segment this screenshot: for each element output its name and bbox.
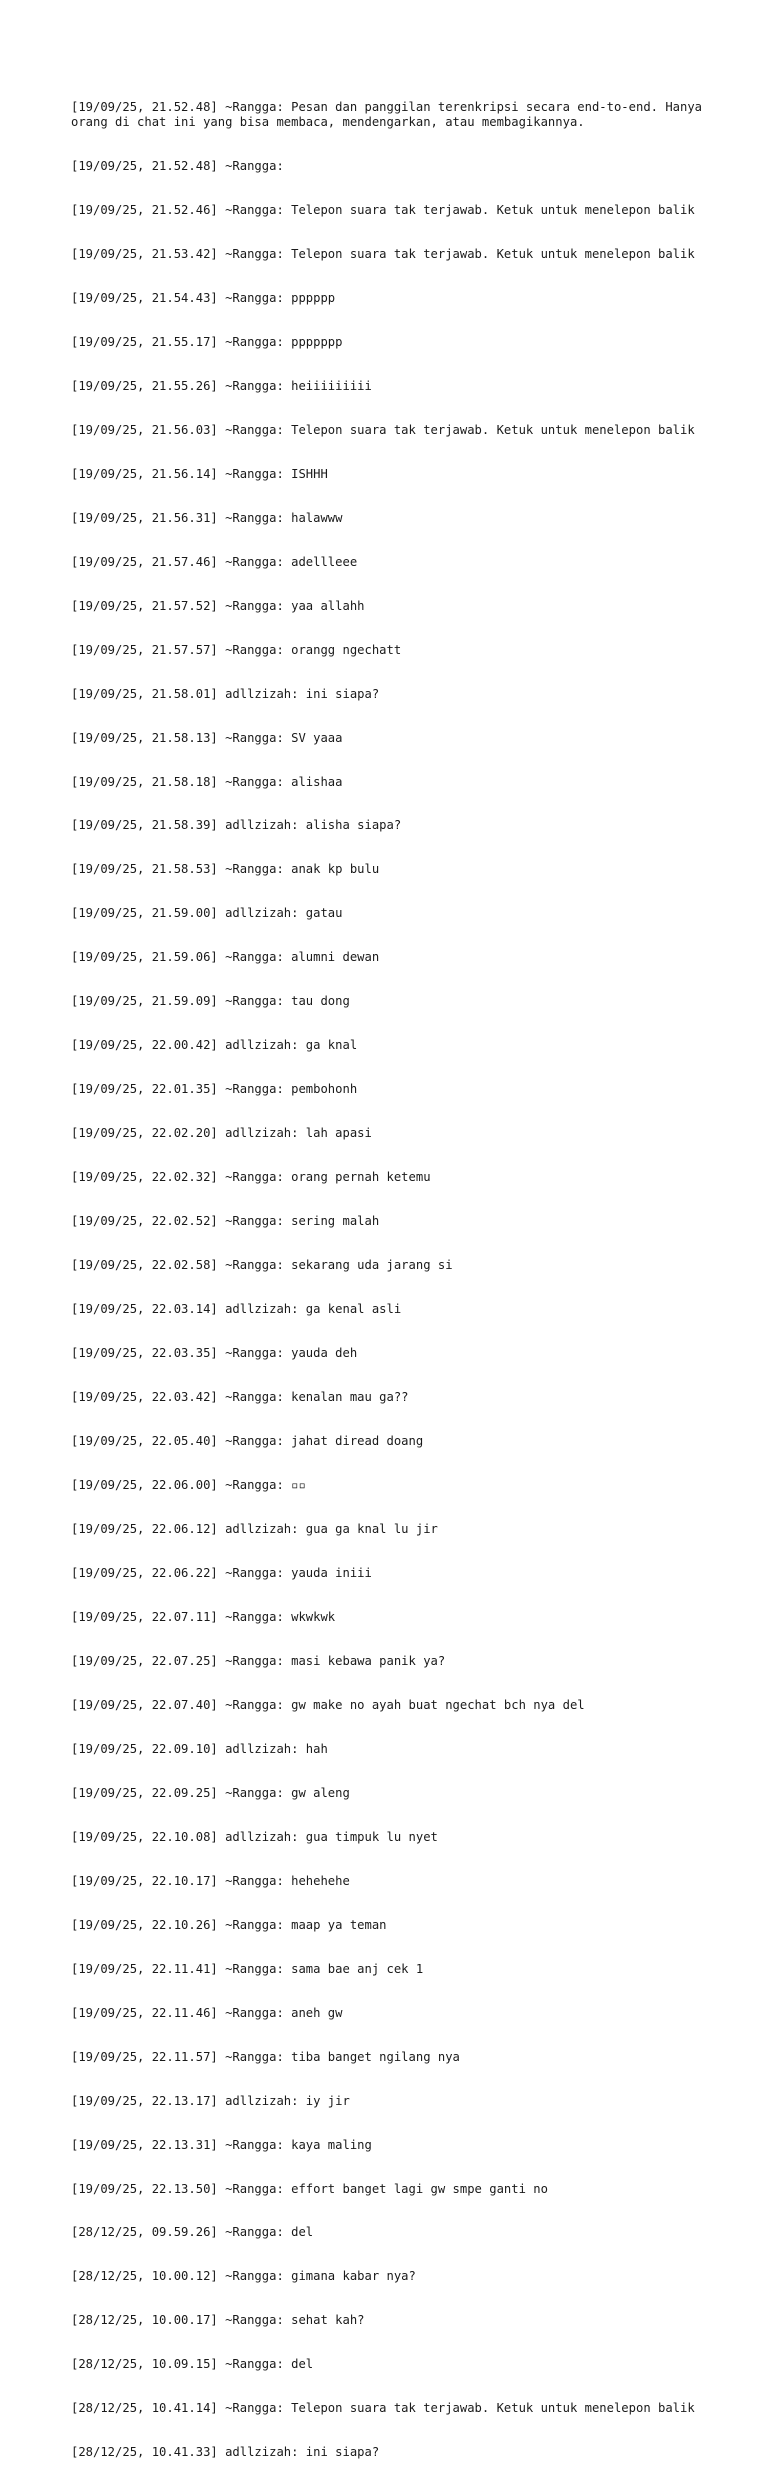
chat-line: [19/09/25, 22.10.26] ~Rangga: maap ya teman — [71, 1917, 387, 1932]
chat-line: [19/09/25, 21.59.00] adllzizah: gatau — [71, 906, 343, 921]
chat-line: [28/12/25, 10.00.12] ~Rangga: gimana kabar nya? — [71, 2269, 416, 2284]
chat-line: [19/09/25, 21.57.57] ~Rangga: orangg ngechatt — [71, 642, 402, 657]
chat-line: [19/09/25, 22.11.46] ~Rangga: aneh gw — [71, 2005, 343, 2020]
chat-line: [19/09/25, 22.02.52] ~Rangga: sering malah — [71, 1214, 380, 1229]
chat-line: [19/09/25, 22.10.17] ~Rangga: hehehehe — [71, 1873, 350, 1888]
chat-line: [19/09/25, 22.03.14] adllzizah: ga kenal asli — [71, 1302, 402, 1317]
chat-line: [28/12/25, 10.41.14] ~Rangga: Telepon suara tak terjawab. Ketuk untuk menelepon balik — [71, 2401, 695, 2416]
chat-line: [19/09/25, 21.56.31] ~Rangga: halawww — [71, 510, 343, 525]
chat-line: [28/12/25, 10.09.15] ~Rangga: del — [71, 2357, 314, 2372]
chat-line: [19/09/25, 22.01.35] ~Rangga: pembohonh — [71, 1082, 358, 1097]
chat-line: [19/09/25, 22.03.42] ~Rangga: kenalan mau ga?? — [71, 1390, 409, 1405]
chat-line: [19/09/25, 21.58.53] ~Rangga: anak kp bulu — [71, 862, 380, 877]
chat-line: [19/09/25, 22.13.50] ~Rangga: effort banget lagi gw smpe ganti no — [71, 2181, 548, 2196]
chat-line: [19/09/25, 21.58.39] adllzizah: alisha siapa? — [71, 818, 402, 833]
chat-line: [19/09/25, 22.05.40] ~Rangga: jahat diread doang — [71, 1434, 424, 1449]
chat-line: [19/09/25, 21.58.18] ~Rangga: alishaa — [71, 774, 343, 789]
chat-line: [19/09/25, 21.52.46] ~Rangga: Telepon suara tak terjawab. Ketuk untuk menelepon balik — [71, 202, 695, 217]
chat-line: [19/09/25, 22.13.17] adllzizah: iy jir — [71, 2093, 350, 2108]
chat-line: [19/09/25, 21.59.09] ~Rangga: tau dong — [71, 994, 350, 1009]
chat-line: [28/12/25, 10.00.17] ~Rangga: sehat kah? — [71, 2313, 365, 2328]
chat-line: [19/09/25, 22.06.00] ~Rangga: ▫▫ — [71, 1478, 306, 1492]
chat-log-document — [71, 71, 711, 2475]
chat-line: [19/09/25, 21.55.17] ~Rangga: ppppppp — [71, 334, 343, 349]
chat-line: [19/09/25, 21.55.26] ~Rangga: heiiiiiiiii — [71, 378, 372, 393]
chat-line: [28/12/25, 09.59.26] ~Rangga: del — [71, 2225, 314, 2240]
chat-line: [19/09/25, 22.07.25] ~Rangga: masi kebawa panik ya? — [71, 1653, 446, 1668]
chat-line: [19/09/25, 22.00.42] adllzizah: ga knal — [71, 1038, 358, 1053]
chat-line: [19/09/25, 22.11.41] ~Rangga: sama bae anj cek 1 — [71, 1961, 424, 1976]
chat-line: [19/09/25, 22.02.58] ~Rangga: sekarang uda jarang si — [71, 1258, 453, 1273]
chat-line: [19/09/25, 21.56.03] ~Rangga: Telepon suara tak terjawab. Ketuk untuk menelepon balik — [71, 422, 695, 437]
chat-line: [19/09/25, 22.02.32] ~Rangga: orang pernah ketemu — [71, 1170, 431, 1185]
chat-line: [19/09/25, 21.58.13] ~Rangga: SV yaaa — [71, 730, 343, 745]
chat-line: [19/09/25, 22.11.57] ~Rangga: tiba banget ngilang nya — [71, 2049, 460, 2064]
chat-line: [19/09/25, 22.10.08] adllzizah: gua timpuk lu nyet — [71, 1829, 438, 1844]
chat-line: [19/09/25, 22.09.25] ~Rangga: gw aleng — [71, 1785, 350, 1800]
chat-line: [19/09/25, 21.53.42] ~Rangga: Telepon suara tak terjawab. Ketuk untuk menelepon balik — [71, 246, 695, 261]
chat-line: [19/09/25, 22.06.12] adllzizah: gua ga knal lu jir — [71, 1521, 438, 1536]
chat-line: [19/09/25, 22.13.31] ~Rangga: kaya maling — [71, 2137, 372, 2152]
chat-line: [19/09/25, 21.59.06] ~Rangga: alumni dewan — [71, 950, 380, 965]
chat-line: [19/09/25, 21.52.48] ~Rangga: Pesan dan panggilan terenkripsi secara end-to-end. Hanya orang di chat ini yang bisa membaca, mendengarkan, atau membagikannya. — [71, 100, 710, 129]
chat-line: [19/09/25, 21.58.01] adllzizah: ini siapa? — [71, 686, 380, 701]
chat-line: [19/09/25, 21.54.43] ~Rangga: pppppp — [71, 290, 336, 305]
chat-line: [19/09/25, 22.02.20] adllzizah: lah apasi — [71, 1126, 372, 1141]
chat-line: [19/09/25, 21.56.14] ~Rangga: ISHHH — [71, 466, 328, 481]
chat-line: [19/09/25, 21.57.52] ~Rangga: yaa allahh — [71, 598, 365, 613]
chat-line: [19/09/25, 21.57.46] ~Rangga: adellleee — [71, 554, 358, 569]
chat-line: [19/09/25, 22.06.22] ~Rangga: yauda iniii — [71, 1565, 372, 1580]
chat-line: [19/09/25, 21.52.48] ~Rangga: — [71, 158, 284, 173]
chat-line: [28/12/25, 10.41.33] adllzizah: ini siapa? — [71, 2445, 380, 2460]
chat-line: [19/09/25, 22.07.11] ~Rangga: wkwkwk — [71, 1609, 336, 1624]
chat-line: [19/09/25, 22.09.10] adllzizah: hah — [71, 1741, 328, 1756]
chat-line: [19/09/25, 22.03.35] ~Rangga: yauda deh — [71, 1346, 358, 1361]
chat-line: [19/09/25, 22.07.40] ~Rangga: gw make no ayah buat ngechat bch nya del — [71, 1697, 585, 1712]
